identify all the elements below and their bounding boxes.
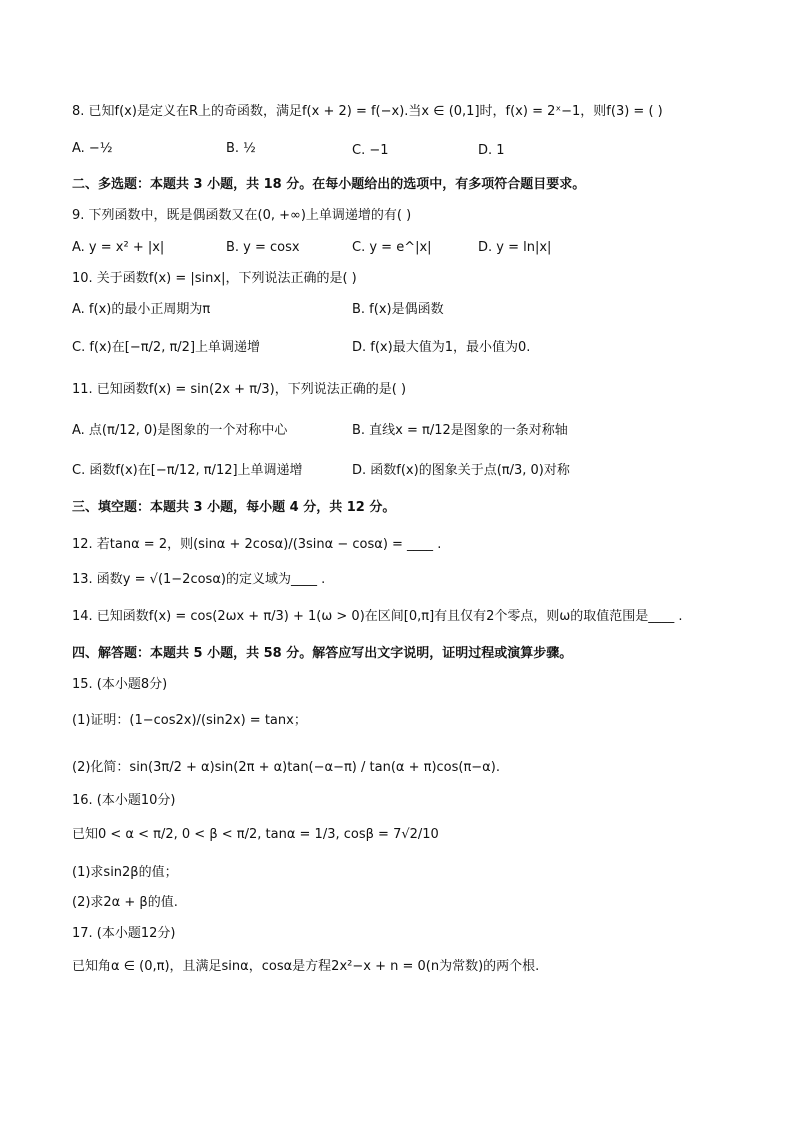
- q10-option-d: D. f(x)最大值为1，最小值为0.: [352, 340, 531, 355]
- question-13: 13. 函数y = √(1−2cosα)的定义域为____ .: [72, 572, 326, 587]
- section-4-heading: 四、解答题：本题共 5 小题，共 58 分。解答应写出文字说明，证明过程或演算步骤。: [72, 646, 573, 661]
- q9-option-a: A. y = x² + |x|: [72, 240, 165, 255]
- q11-option-b: B. 直线x = π/12是图象的一条对称轴: [352, 423, 568, 438]
- question-16-part-2: (2)求2α + β的值.: [72, 895, 178, 910]
- question-17-given: 已知角α ∈ (0,π)，且满足sinα，cosα是方程2x²−x + n = 0(n为常数)的两个根.: [72, 959, 540, 974]
- q9-option-d: D. y = ln|x|: [478, 240, 552, 255]
- question-17-heading: 17. (本小题12分): [72, 926, 176, 941]
- section-3-heading: 三、填空题：本题共 3 小题，每小题 4 分，共 12 分。: [72, 500, 396, 515]
- q8-option-d: D. 1: [478, 143, 505, 158]
- question-9-stem: 9. 下列函数中，既是偶函数又在(0, +∞)上单调递增的有( ): [72, 208, 412, 223]
- q9-option-b: B. y = cosx: [226, 240, 300, 255]
- question-15-part-2: (2)化简：sin(3π/2 + α)sin(2π + α)tan(−α−π) / tan(α + π)cos(π−α).: [72, 760, 500, 775]
- question-16-part-1: (1)求sin2β的值；: [72, 865, 178, 880]
- q11-option-c: C. 函数f(x)在[−π/12, π/12]上单调递增: [72, 463, 303, 478]
- q11-option-a: A. 点(π/12, 0)是图象的一个对称中心: [72, 423, 288, 438]
- question-14: 14. 已知函数f(x) = cos(2ωx + π/3) + 1(ω > 0)在区间[0,π]有且仅有2个零点，则ω的取值范围是____ .: [72, 609, 683, 624]
- q9-option-c: C. y = e^|x|: [352, 240, 432, 255]
- question-15-part-1: (1)证明：(1−cos2x)/(sin2x) = tanx；: [72, 713, 307, 728]
- q11-option-d: D. 函数f(x)的图象关于点(π/3, 0)对称: [352, 463, 570, 478]
- q8-option-c: C. −1: [352, 143, 389, 158]
- q10-option-b: B. f(x)是偶函数: [352, 302, 444, 317]
- question-8-stem: 8. 已知f(x)是定义在R上的奇函数，满足f(x + 2) = f(−x).当x ∈ (0,1]时，f(x) = 2ˣ−1，则f(3) = ( ): [72, 104, 663, 119]
- q8-option-b: B. ½: [226, 141, 256, 156]
- question-16-heading: 16. (本小题10分): [72, 793, 176, 808]
- question-11-stem: 11. 已知函数f(x) = sin(2x + π/3)，下列说法正确的是( ): [72, 382, 407, 397]
- q10-option-c: C. f(x)在[−π/2, π/2]上单调递增: [72, 340, 261, 355]
- section-2-heading: 二、多选题：本题共 3 小题，共 18 分。在每小题给出的选项中，有多项符合题目要求。: [72, 177, 586, 192]
- question-16-given: 已知0 < α < π/2, 0 < β < π/2, tanα = 1/3, cosβ = 7√2/10: [72, 827, 439, 842]
- q8-option-a: A. −½: [72, 141, 113, 156]
- q10-option-a: A. f(x)的最小正周期为π: [72, 302, 211, 317]
- question-10-stem: 10. 关于函数f(x) = |sinx|，下列说法正确的是( ): [72, 271, 357, 286]
- question-12: 12. 若tanα = 2，则(sinα + 2cosα)/(3sinα − cosα) = ____ .: [72, 537, 442, 552]
- question-15-heading: 15. (本小题8分): [72, 677, 168, 692]
